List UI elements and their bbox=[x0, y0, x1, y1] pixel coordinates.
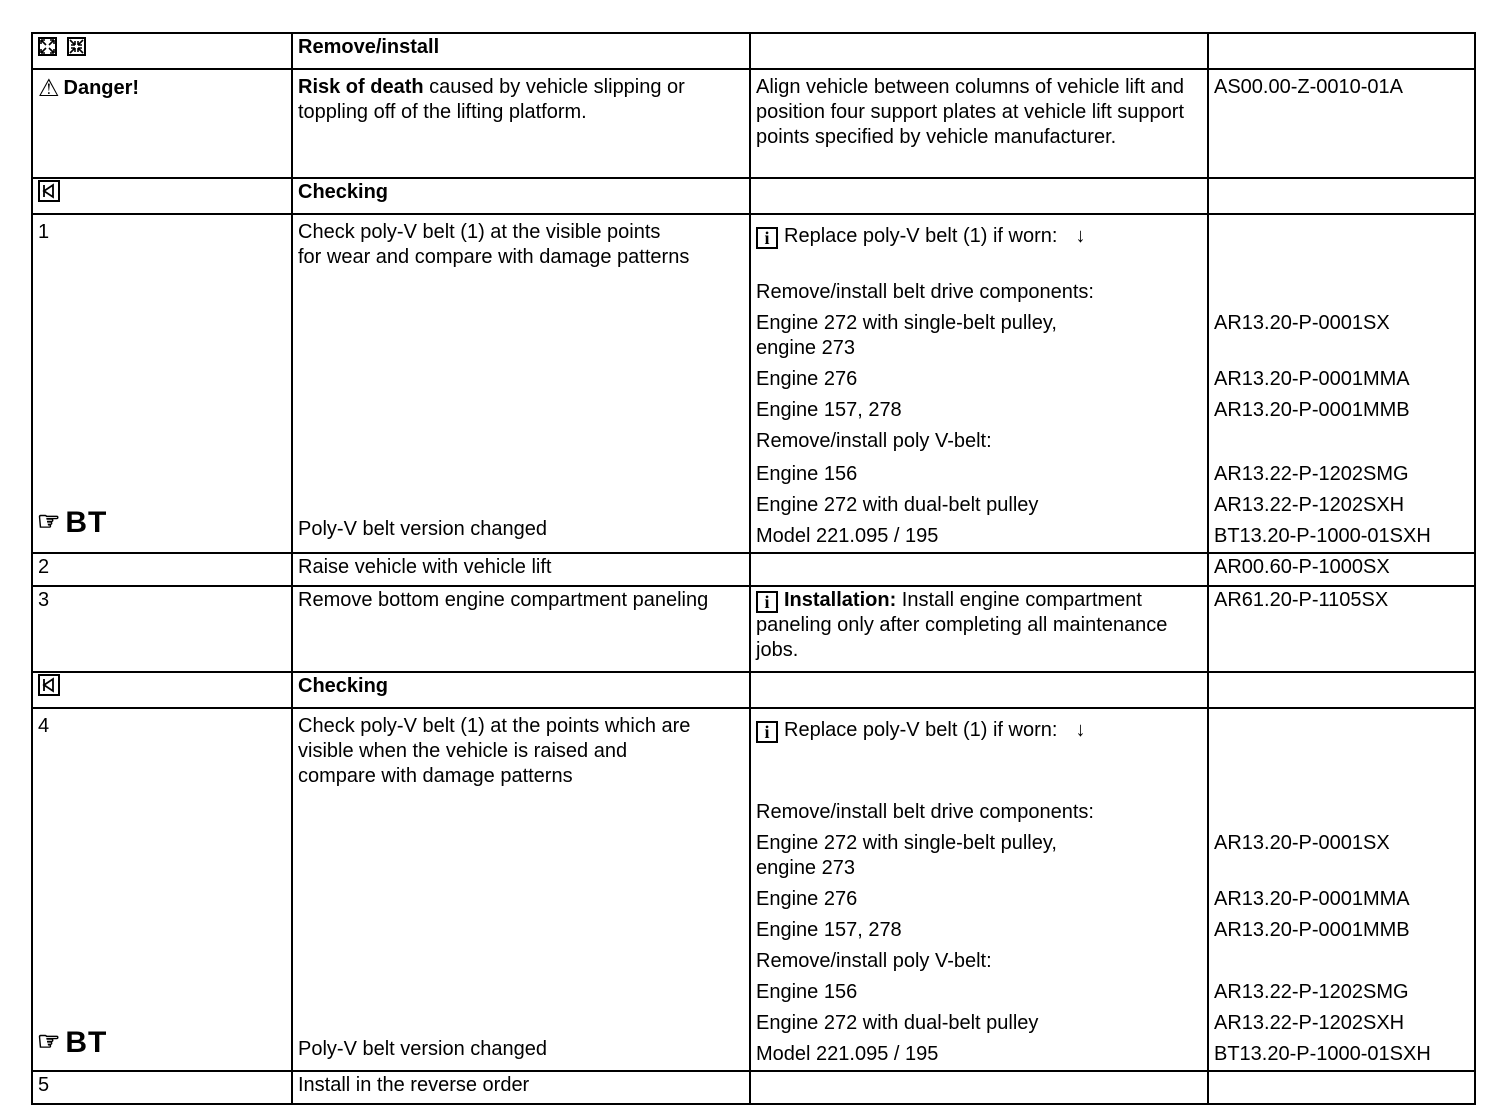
note-item-text: engine 273 bbox=[756, 857, 855, 879]
step-description: Raise vehicle with vehicle lift bbox=[292, 553, 750, 586]
empty-cell bbox=[750, 553, 1208, 586]
pointing-hand-icon: ☞ bbox=[37, 1026, 62, 1056]
note-item: Engine 156 bbox=[756, 463, 858, 485]
table-row bbox=[32, 672, 1475, 708]
info-icon: i bbox=[756, 591, 778, 613]
danger-instruction: Align vehicle between columns of vehicle lift and position four support plates at vehicle lift support points specified by vehicle manufacturer. bbox=[750, 69, 1208, 178]
reference-code: AR13.20-P-0001MMA bbox=[1214, 368, 1410, 390]
down-arrow-icon: ↓ bbox=[1075, 225, 1086, 247]
empty-cell bbox=[750, 1071, 1208, 1104]
reference-code: AR13.22-P-1202SMG bbox=[1214, 981, 1409, 1003]
info-icon: i bbox=[756, 721, 778, 743]
step-number: 5 bbox=[32, 1071, 292, 1104]
reference-code: AR13.22-P-1202SMG bbox=[1214, 463, 1409, 485]
step-text-line: compare with damage patterns bbox=[298, 765, 573, 787]
step-notes bbox=[750, 214, 1208, 553]
step-notes bbox=[750, 586, 1208, 672]
reference-code: AR13.20-P-0001MMA bbox=[1214, 888, 1410, 910]
info-text: Replace poly-V belt (1) if worn: bbox=[784, 225, 1058, 247]
checking-icon bbox=[38, 180, 60, 202]
danger-reference: AS00.00-Z-0010-01A bbox=[1208, 69, 1475, 178]
table-row bbox=[32, 33, 1475, 69]
note-item: Engine 276 bbox=[756, 888, 858, 910]
danger-heading: Risk of death bbox=[298, 76, 424, 98]
note-item: Remove/install poly V-belt: bbox=[756, 430, 992, 452]
down-arrow-icon: ↓ bbox=[1075, 719, 1086, 741]
reference-code: BT13.20-P-1000-01SXH bbox=[1214, 525, 1431, 547]
step-description bbox=[292, 214, 750, 553]
step-description: Remove bottom engine compartment paneling bbox=[292, 586, 750, 672]
reference-code: AR13.20-P-0001MMB bbox=[1214, 919, 1410, 941]
step-references bbox=[1208, 708, 1475, 1071]
step-references bbox=[1208, 214, 1475, 553]
empty-cell bbox=[1208, 672, 1475, 708]
table-row bbox=[32, 708, 1475, 1071]
note-item-text: Engine 272 with single-belt pulley, bbox=[756, 312, 1057, 334]
pointing-hand-icon: ☞ bbox=[37, 506, 62, 536]
step-number-cell bbox=[32, 708, 292, 1071]
step-number: 3 bbox=[32, 586, 292, 672]
note-item: Model 221.095 / 195 bbox=[756, 525, 939, 547]
bt-label: BT bbox=[65, 1026, 108, 1059]
step-description: Install in the reverse order bbox=[292, 1071, 750, 1104]
procedure-table bbox=[31, 32, 1476, 1105]
note-item bbox=[756, 311, 1202, 361]
table-row bbox=[32, 178, 1475, 214]
empty-cell bbox=[750, 672, 1208, 708]
table-row bbox=[32, 214, 1475, 553]
reference-code: BT13.20-P-1000-01SXH bbox=[1214, 1043, 1431, 1065]
note-item: Remove/install poly V-belt: bbox=[756, 950, 992, 972]
checking-icon-cell bbox=[32, 178, 292, 214]
step-number: 4 bbox=[38, 715, 50, 737]
section-title: Remove/install bbox=[292, 33, 750, 69]
reference-code: AR13.20-P-0001SX bbox=[1214, 832, 1390, 854]
step-number: 1 bbox=[38, 221, 50, 243]
empty-cell bbox=[1208, 178, 1475, 214]
reference-code: AR13.22-P-1202SXH bbox=[1214, 494, 1405, 516]
checking-icon bbox=[38, 674, 60, 696]
checking-title: Checking bbox=[292, 672, 750, 708]
table-row bbox=[32, 586, 1475, 672]
note-item: Model 221.095 / 195 bbox=[756, 1043, 939, 1065]
empty-cell bbox=[1208, 1071, 1475, 1104]
step-reference: AR00.60-P-1000SX bbox=[1208, 553, 1475, 586]
step-text-line: for wear and compare with damage patterns bbox=[298, 246, 690, 268]
note-item: Engine 156 bbox=[756, 981, 858, 1003]
checking-icon-cell bbox=[32, 672, 292, 708]
note-item-text: Engine 272 with single-belt pulley, bbox=[756, 832, 1057, 854]
note-item: Engine 272 with dual-belt pulley bbox=[756, 494, 1039, 516]
step-text-line: Check poly-V belt (1) at the points which are bbox=[298, 715, 691, 737]
bt-marker bbox=[37, 1026, 108, 1059]
note-item: Engine 157, 278 bbox=[756, 399, 902, 421]
table-row bbox=[32, 553, 1475, 586]
warning-triangle-icon: ⚠ bbox=[38, 75, 60, 102]
note-item: Engine 276 bbox=[756, 368, 858, 390]
step-description bbox=[292, 708, 750, 1071]
note-item: Remove/install belt drive components: bbox=[756, 801, 1094, 823]
info-line bbox=[756, 714, 1202, 750]
note-item: Remove/install belt drive components: bbox=[756, 281, 1094, 303]
step-notes bbox=[750, 708, 1208, 1071]
table-row bbox=[32, 69, 1475, 178]
step-text-line: Check poly-V belt (1) at the visible points bbox=[298, 221, 661, 243]
step-number: 2 bbox=[32, 553, 292, 586]
reference-code: AR13.20-P-0001SX bbox=[1214, 312, 1390, 334]
reference-code: AR13.22-P-1202SXH bbox=[1214, 1012, 1405, 1034]
step-text-line: visible when the vehicle is raised and bbox=[298, 740, 628, 762]
note-item: Engine 157, 278 bbox=[756, 919, 902, 941]
info-line bbox=[756, 220, 1202, 256]
note-item bbox=[756, 831, 1202, 881]
installation-text: Install engine compartment paneling only after completing all maintenance jobs. bbox=[756, 589, 1168, 661]
note-item: Engine 272 with dual-belt pulley bbox=[756, 1012, 1039, 1034]
bt-text: Poly-V belt version changed bbox=[298, 518, 548, 540]
note-item-text: engine 273 bbox=[756, 337, 855, 359]
expand-icon bbox=[38, 37, 57, 56]
checking-title: Checking bbox=[292, 178, 750, 214]
bt-text: Poly-V belt version changed bbox=[298, 1038, 548, 1060]
step-number-cell bbox=[32, 214, 292, 553]
table-row bbox=[32, 1071, 1475, 1104]
installation-label: Installation: bbox=[784, 589, 897, 611]
collapse-icon bbox=[67, 37, 86, 56]
empty-cell bbox=[750, 178, 1208, 214]
bt-label: BT bbox=[65, 506, 108, 539]
danger-label: Danger! bbox=[63, 77, 140, 99]
empty-cell bbox=[750, 33, 1208, 69]
remove-install-icons-cell bbox=[32, 33, 292, 69]
info-icon: i bbox=[756, 227, 778, 249]
danger-text: caused by vehicle slipping or toppling off of the lifting platform. bbox=[298, 76, 685, 123]
reference-code: AR13.20-P-0001MMB bbox=[1214, 399, 1410, 421]
danger-cell bbox=[32, 69, 292, 178]
info-text: Replace poly-V belt (1) if worn: bbox=[784, 719, 1058, 741]
danger-description bbox=[292, 69, 750, 178]
empty-cell bbox=[1208, 33, 1475, 69]
bt-marker bbox=[37, 506, 108, 539]
step-reference: AR61.20-P-1105SX bbox=[1208, 586, 1475, 672]
